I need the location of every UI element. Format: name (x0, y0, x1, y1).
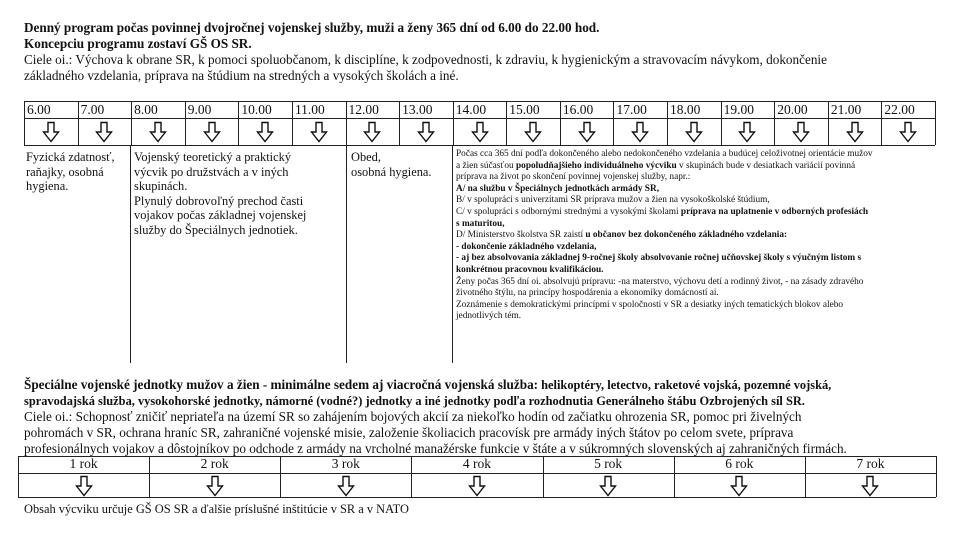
hour-label: 12.00 (348, 102, 379, 117)
afternoon-line: B/ v spolupráci s univerzitami SR príprava mužov a žien na vysokoškolské štúdium, (456, 195, 770, 206)
block-separator (452, 145, 453, 363)
document-title: Denný program počas povinnej dvojročnej vojenskej služby, muži a ženy 365 dní od 6.00 do 22.00 hod. (24, 20, 600, 35)
down-arrow-icon (578, 121, 596, 143)
block-training-line: vojakov počas základnej vojenskej (134, 208, 307, 222)
hour-label: 9.00 (187, 102, 212, 117)
down-arrow-icon (206, 475, 224, 497)
special-units-line: spravodajská služba, vysokohorské jednotky, námorné (vodné?) jednotky a iné jednotky podľa rozhodnutia Generálneho štábu Ozbrojených síl SR. (24, 394, 805, 408)
table-col-border (881, 101, 882, 145)
down-arrow-icon (337, 475, 355, 497)
block-morning-line: raňajky, osobná (26, 164, 104, 179)
table-col-border (131, 101, 132, 145)
hour-label: 11.00 (294, 102, 325, 117)
down-arrow-icon (75, 475, 93, 497)
block-lunch-line: Obed, (351, 150, 381, 164)
afternoon-line: Zoznámenie s demokratickými princípmi v spoločnosti v SR a desiatky iných tematických blokov alebo (456, 299, 844, 310)
down-arrow-icon (861, 475, 879, 497)
afternoon-line: príprava na život po skončení povinnej vojenskej služby, napr.: (456, 172, 691, 183)
down-arrow-icon (95, 121, 113, 143)
down-arrow-icon (899, 121, 917, 143)
hour-label: 19.00 (723, 102, 755, 117)
block-morning (26, 150, 134, 194)
afternoon-line: s maturitou, (456, 218, 505, 229)
table-col-border (774, 101, 775, 145)
down-arrow-icon (417, 121, 435, 143)
down-arrow-icon (468, 475, 486, 497)
afternoon-emphasis: u občanov bez dokončeného základného vzdelania: (585, 230, 788, 241)
down-arrow-icon (685, 121, 703, 143)
hour-label: 18.00 (670, 102, 701, 117)
hour-label: 16.00 (562, 102, 594, 117)
block-morning-line: hygiena. (26, 179, 69, 193)
table-col-border (292, 101, 293, 145)
block-training-line: Plynulý dobrovoľný prechod časti (134, 193, 304, 208)
table-row-divider (24, 118, 935, 119)
afternoon-line: Ženy počas 365 dní oi. absolvujú prípravu: -na materstvo, výchovu detí a rodinný život, - na zásady zdravého (456, 276, 864, 287)
hour-label: 13.00 (402, 102, 433, 117)
down-arrow-icon (256, 121, 274, 143)
down-arrow-icon (792, 121, 810, 143)
block-lunch-line: osobná hygiena. (351, 164, 432, 179)
down-arrow-icon (685, 121, 703, 143)
year-label: 7 rok (856, 456, 885, 471)
hour-label: 17.00 (616, 102, 647, 117)
table-col-border (560, 101, 561, 145)
down-arrow-icon (310, 121, 328, 143)
down-arrow-icon (631, 121, 649, 143)
block-separator (346, 145, 347, 363)
down-arrow-icon (203, 121, 221, 143)
down-arrow-icon (42, 121, 60, 143)
down-arrow-icon (899, 121, 917, 143)
block-training-line: služby do Špeciálnych jednotiek. (134, 222, 298, 237)
down-arrow-icon (310, 121, 328, 143)
afternoon-line: jednotlivých tém. (456, 311, 522, 322)
down-arrow-icon (738, 121, 756, 143)
afternoon-text: v skupinách bude v desiatkach variácií povinná (676, 160, 856, 171)
block-morning-line: Fyzická zdatnosť, (26, 150, 115, 164)
afternoon-line: - aj bez absolvovania základnej 9-ročnej školy absolvovanie ročnej učňovskej školy s výučným listom s (456, 253, 862, 264)
years-row-divider (18, 473, 936, 474)
hour-label: 6.00 (27, 102, 51, 117)
special-goals-2: pohromách v SR, ochrana hraníc SR, zahraničné vojenské misie, založenie školiacich pracovísk pre armády iných štátov po celom svete, príprava (24, 425, 794, 440)
years-col-border (936, 456, 937, 497)
table-arrow-divider (24, 145, 935, 146)
down-arrow-icon (468, 475, 486, 497)
down-arrow-icon (599, 475, 617, 497)
block-training (134, 150, 344, 237)
down-arrow-icon (417, 121, 435, 143)
down-arrow-icon (792, 121, 810, 143)
hour-label: 21.00 (830, 102, 862, 117)
down-arrow-icon (730, 475, 748, 497)
down-arrow-icon (578, 121, 596, 143)
down-arrow-icon (203, 121, 221, 143)
down-arrow-icon (95, 121, 113, 143)
year-label: 4 rok (462, 456, 492, 471)
year-label: 6 rok (725, 456, 754, 471)
special-heading-units: helikoptéry, letectvo, raketové vojská, pozemné vojská, (538, 378, 832, 392)
down-arrow-icon (471, 121, 489, 143)
down-arrow-icon (631, 121, 649, 143)
afternoon-text: a žien súčasťou (456, 160, 516, 171)
afternoon-line (456, 207, 936, 219)
hour-label: 20.00 (777, 102, 808, 117)
table-col-border (935, 101, 936, 145)
table-col-border (78, 101, 79, 145)
afternoon-line (456, 161, 936, 173)
year-label: 1 rok (69, 456, 98, 471)
block-training-line: skupinách. (134, 179, 188, 193)
table-col-border (399, 101, 400, 145)
year-label: 2 rok (200, 456, 229, 471)
down-arrow-icon (738, 121, 756, 143)
down-arrow-icon (149, 121, 167, 143)
down-arrow-icon (256, 121, 274, 143)
year-label: 5 rok (594, 456, 623, 471)
table-col-border (24, 101, 25, 145)
table-col-border (613, 101, 614, 145)
years-bottom-border (18, 497, 936, 498)
down-arrow-icon (75, 475, 93, 497)
special-goals-1: Ciele oi.: Schopnosť zničiť nepriateľa na území SR so zahájením bojových akcií za niekoľko hodín od začiatku ohrozenia SR, pomoc pri živelných (24, 409, 802, 424)
down-arrow-icon (363, 121, 381, 143)
special-heading-lead: Špeciálne vojenské jednotky mužov a žien - minimálne sedem aj viacročná vojenská služba: (24, 377, 539, 392)
goals-line-2: základného vzdelania, príprava na štúdium na stredných a vysokých školách a iné. (24, 68, 459, 83)
down-arrow-icon (42, 121, 60, 143)
table-col-border (828, 101, 829, 145)
down-arrow-icon (206, 475, 224, 497)
down-arrow-icon (730, 475, 748, 497)
concept-note: Koncepciu programu zostaví GŠ OS SR. (24, 36, 252, 51)
table-col-border (721, 101, 722, 145)
hour-label: 15.00 (509, 102, 540, 117)
afternoon-text: D/ Ministerstvo školstva SR zaistí (456, 230, 586, 241)
table-col-border (667, 101, 668, 145)
table-col-border (506, 101, 507, 145)
afternoon-line: konkrétnou pracovnou kvalifikáciou. (456, 264, 604, 275)
hour-label: 14.00 (455, 102, 487, 117)
footer-note: Obsah výcviku určuje GŠ OS SR a ďalšie príslušné inštitúcie v SR a v NATO (24, 502, 409, 516)
down-arrow-icon (149, 121, 167, 143)
special-goals-3: profesionálnych vojakov a dôstojníkov po odchode z armády na vrcholné manažérske funkcie v štáte a v súkromných slovenských aj zahraničných firmách. (24, 441, 847, 456)
hour-label: 10.00 (241, 102, 272, 117)
hour-label: 8.00 (134, 102, 158, 117)
afternoon-line: - dokončenie základného vzdelania, (456, 241, 597, 252)
year-label: 3 rok (331, 456, 360, 471)
down-arrow-icon (524, 121, 542, 143)
down-arrow-icon (363, 121, 381, 143)
block-lunch (351, 150, 447, 179)
down-arrow-icon (471, 121, 489, 143)
down-arrow-icon (599, 475, 617, 497)
afternoon-line (456, 230, 936, 242)
down-arrow-icon (846, 121, 864, 143)
block-afternoon (456, 149, 936, 323)
afternoon-emphasis: popoludňajšieho individuálneho výcviku (516, 160, 677, 171)
table-col-border (185, 101, 186, 145)
afternoon-line: životného štýlu, na princípy hospodárenia a ekonomiky domácností ai. (456, 288, 719, 299)
table-col-border (346, 101, 347, 145)
down-arrow-icon (861, 475, 879, 497)
afternoon-line: A/ na službu v Špeciálnych jednotkách armády SR, (456, 183, 660, 194)
afternoon-emphasis: príprava na uplatnenie v odborných profesiách (680, 206, 869, 217)
hour-label: 22.00 (884, 102, 915, 117)
special-heading (24, 377, 831, 393)
block-training-line: Vojenský teoretický a praktický (134, 150, 292, 164)
afternoon-text: C/ v spolupráci s odbornými strednými a vysokými školami (456, 206, 681, 217)
table-col-border (238, 101, 239, 145)
table-col-border (453, 101, 454, 145)
down-arrow-icon (524, 121, 542, 143)
goals-line-1: Ciele oi.: Výchova k obrane SR, k pomoci spoluobčanom, k disciplíne, k zodpovednosti, k zdraviu, k hygienickým a stravovacím návykom, dokončenie (24, 52, 827, 67)
block-training-line: výcvik po družstvách a v iných (134, 164, 289, 179)
afternoon-line: Počas cca 365 dní podľa dokončeného alebo nedokončeného vzdelania a budúcej celoživotnej orientácie mužov (456, 149, 873, 159)
down-arrow-icon (337, 475, 355, 497)
hour-label: 7.00 (80, 102, 105, 117)
down-arrow-icon (846, 121, 864, 143)
